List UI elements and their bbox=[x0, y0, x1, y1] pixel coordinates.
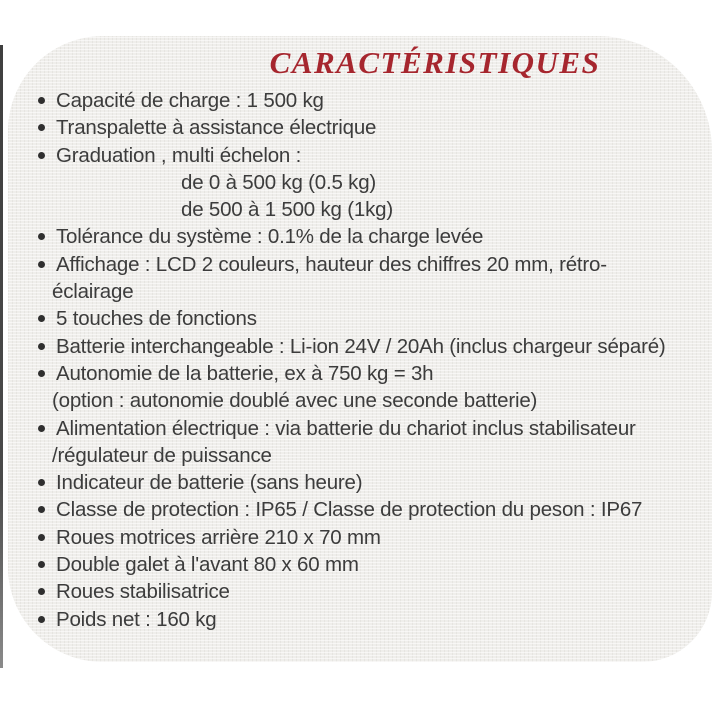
bullet-icon bbox=[38, 97, 45, 104]
list-item-text: Roues stabilisatrice bbox=[56, 580, 230, 604]
list-item bbox=[38, 551, 712, 578]
list-item bbox=[38, 360, 712, 387]
list-item bbox=[38, 278, 712, 305]
bullet-icon bbox=[38, 261, 45, 268]
list-item bbox=[38, 251, 712, 278]
list-item-text: (option : autonomie doublé avec une seconde batterie) bbox=[52, 389, 538, 413]
list-item-text: Autonomie de la batterie, ex à 750 kg = 3h bbox=[56, 361, 434, 385]
list-item-text: Double galet à l'avant 80 x 60 mm bbox=[56, 553, 359, 577]
list-item-text: Capacité de charge : 1 500 kg bbox=[56, 89, 324, 112]
list-item bbox=[38, 469, 712, 496]
list-item-text: Alimentation électrique : via batterie du chariot inclus stabilisateur bbox=[56, 416, 636, 440]
list-item-text: 5 touches de fonctions bbox=[56, 307, 257, 331]
list-item-text: Roues motrices arrière 210 x 70 mm bbox=[56, 525, 381, 549]
bullet-icon bbox=[38, 152, 45, 159]
list-item-text: de 0 à 500 kg (0.5 kg) bbox=[181, 170, 377, 194]
list-item-text: Poids net : 160 kg bbox=[56, 607, 217, 631]
list-item bbox=[38, 196, 712, 223]
list-item-text: de 500 à 1 500 kg (1kg) bbox=[181, 198, 393, 222]
bullet-icon bbox=[38, 425, 45, 432]
list-item bbox=[38, 305, 712, 332]
list-item-text: Tolérance du système : 0.1% de la charge levée bbox=[56, 225, 484, 249]
list-item-text: Classe de protection : IP65 / Classe de protection du peson : IP67 bbox=[56, 498, 643, 522]
list-item bbox=[38, 387, 712, 414]
bullet-icon bbox=[38, 588, 45, 595]
list-item bbox=[38, 524, 712, 551]
list-item bbox=[38, 578, 712, 605]
page-title: CARACTÉRISTIQUES bbox=[269, 45, 601, 80]
list-item-text: /régulateur de puissance bbox=[52, 443, 272, 467]
list-item bbox=[38, 169, 712, 196]
bullet-icon bbox=[38, 506, 45, 513]
list-item bbox=[38, 496, 712, 523]
bullet-icon bbox=[38, 315, 45, 322]
list-item-text: éclairage bbox=[52, 280, 134, 304]
list-item bbox=[38, 223, 712, 250]
spec-card bbox=[8, 36, 712, 662]
list-item-text: Indicateur de batterie (sans heure) bbox=[56, 471, 363, 495]
scan-edge-artifact bbox=[0, 45, 3, 668]
bullet-icon bbox=[38, 479, 45, 486]
list-item bbox=[38, 415, 712, 442]
bullet-icon bbox=[38, 370, 45, 377]
list-item-text: Transpalette à assistance électrique bbox=[56, 116, 377, 140]
bullet-icon bbox=[38, 561, 45, 568]
bullet-icon bbox=[38, 343, 45, 350]
list-item bbox=[38, 606, 712, 633]
list-item-text: Batterie interchangeable : Li-ion 24V / 20Ah (inclus chargeur séparé) bbox=[56, 334, 666, 358]
bullet-icon bbox=[38, 534, 45, 541]
list-item-text: Graduation , multi échelon : bbox=[56, 143, 302, 167]
bullet-icon bbox=[38, 124, 45, 131]
list-item-text: Affichage : LCD 2 couleurs, hauteur des chiffres 20 mm, rétro- bbox=[56, 252, 607, 276]
list-item bbox=[38, 87, 712, 114]
bullet-icon bbox=[38, 233, 45, 240]
spec-list bbox=[8, 87, 712, 633]
list-item bbox=[38, 333, 712, 360]
list-item bbox=[38, 442, 712, 469]
list-item bbox=[38, 142, 712, 169]
bullet-icon bbox=[38, 616, 45, 623]
list-item bbox=[38, 114, 712, 141]
